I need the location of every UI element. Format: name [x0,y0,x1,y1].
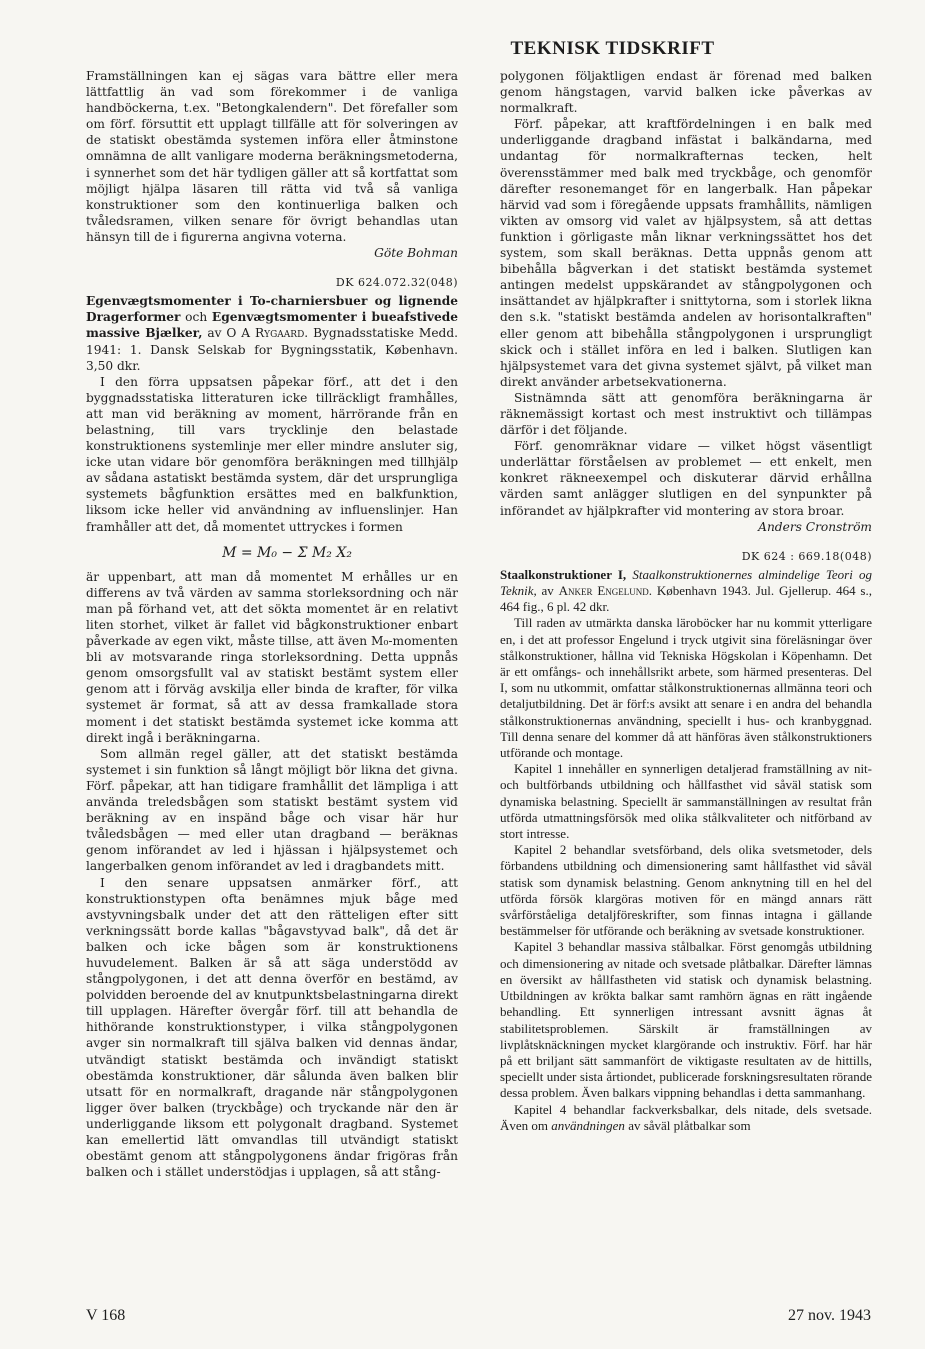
review-entry-heading: Egenvægtsmomenter i To-charniersbuer og lignende Dragerformer och Egenvægtsmomenter i bueafstivede massive Bjælker, av O A Rygaard. Bygnadsstatiske Medd. 1941: 1. Dansk Selskab for Bygningsstatik, København. 3,50 dkr. [86,294,459,373]
paragraph: Kapitel 2 behandlar svetsförband, dels olika svetsmetoder, dels förbandens utbildning och dimensionering samt hållfasthet vid såväl statisk som dynamisk belastning. Genom anknytning till en hel del utförda försök klargöras motiven för en mängd annars rätt svårförståeliga detaljföreskrifter, som finnas intagna i gällande bestämmelser för utförande och beräkning av svetsade konstruktioner. [500,842,872,939]
journal-masthead [0,38,925,60]
dk-classification: DK 624.072.32(048) [335,276,458,290]
review-signature: Göte Bohman [374,246,458,261]
dk-classification: DK 624 : 669.18(048) [741,549,872,563]
paragraph: Kapitel 1 innehåller en synnerligen detaljerad framställning av nit- och bultförbands utbildning och hållfasthet vid såväl statisk som dynamiska belastning. Speciellt är sammanställningen av resultat från utförda utmattningsförsök med olika stålkvaliteter och nitförband av stort intresse. [500,761,872,842]
paragraph: I den senare uppsatsen anmärker förf., att konstruktionstypen ofta benämnes mjuk båge med avstyvningsbalk under det att den rätteligen efter sitt verkningssätt borde kallas "bågavstyvad balk", då det är balken och icke bågen som är konstruktionens huvudelement. Balken är så att säga understödd av stångpolygonen, i det att denna överför en bestämd, av polvidden beroende del av knutpunktsbelastningarna direkt till upplagen. Härefter övergår förf. till att behandla de hithörande konstruktionstyper, i vilka stångpolygonen avger sin normalkraft till själva balken vid dennas ändar, utvändigt statiskt bestämda och invändigt statiskt obestämda konstruktioner, där sålunda även balken blir utsatt för en normalkraft, dragande när stångpolygonen ligger över balken (tryckbåge) och tryckande när den är underliggande liksom ett polygonalt dragband. Systemet kan emellertid lätt omvandlas till utvändigt statiskt obestämt genom att stångpolygonens ändar frigöras från balken och i stället understödjas i upplagen, så att stång- [86,875,458,1180]
book-author: Anker Engelund [558,583,649,599]
book-subtitle: Staalkonstruktionernes almindelige Teori og Teknik, [500,566,872,599]
paragraph: Som allmän regel gäller, att det statiskt bestämda systemet i sin funktion så långt möjligt bör likna det givna. Förf. påpekar, att han tidigare framhållit det lämpliga i att använda treledsbågen som statiskt bestämt system vid beräkning av en inspänd båge och visar här hur tvåledsbågen — med eller utan dragband — beräknas genom införandet av led i hjässan i hjälpsystemet och langerbalken genom införandet av led i dragbandets mitt. [86,746,458,874]
paragraph: Förf. påpekar, att kraftfördelningen i en balk med underliggande dragband infästat i balkändarna, med undantag för normalkrafternas tecken, helt överensstämmer med balk med tryckbåge, och genomför därefter resonemanget för en langerbalk. Han påpekar härvid vad som i föregående uppsats framhållits, nämligen vikten av omsorg vid valet av hjälpsystem, så att dettas funktion i görligaste mån liknar verkningssättet hos det system, som skall beräknas. Detta uppnås genom att bibehålla bågverkan i det statiskt bestämda systemet antingen medelst uppskärandet av stångpolygonen och insättandet av hjälpkrafter i snittytorna, som i storlek likna den s.k. "statiskt bestämda andelen av horisontalkraften" eller genom att bibehålla stångpolygonen i ursprungligt skick och i stället införa en led i balken. Slutligen kan hjälpsystemet vara det givna systemet självt, på vilket man direkt använder arbetsekvationerna. [500,117,872,389]
paragraph: Förf. genomräknar vidare — vilket högst väsentligt underlättar förståelsen av problemet — ett enkelt, men konkret räkneexempel och diskuterar därvid erhållna värden samt anlägger slutligen en del synpunkter på införandet av hjälpkrafter vid montering av stora broar. [500,439,872,518]
paragraph: Kapitel 4 behandlar fackverksbalkar, dels nitade, dels svetsade. Även om användningen av såväl plåtbalkar som [500,1101,872,1133]
book-author: O A Rygaard [226,326,305,341]
paragraph: Framställningen kan ej sägas vara bättre eller mera lättfattlig än vad som förekommer i de vanliga handböckerna, t.ex. "Betongkalendern". Det förefaller som om förf. försuttit ett upplagt tillfälle att för solveringen av de statiskt obestämda systemen införa eller åtminstone omnämna de allt vanligare moderna beräkningsmetoderna, i synnerhet som det här tydligen gäller att så kortfattat som möjligt hjälpa läsaren till rätta vid två så vanliga konstruktioner som den kontinuerliga balken och tvåledsramen, vilken senare för övrigt behandlas utan hänsyn till de i figurerna angivna voterna. [86,69,458,244]
journal-title: TEKNISK TIDSKRIFT [510,38,715,59]
review-signature: Anders Cronström [758,519,872,534]
paragraph: I den förra uppsatsen påpekar förf., att det i den byggnadsstatiska litteraturen icke tillräckligt framhålles, att man vid beräkning av moment, härrörande från en belastning, till vars trycklinjе den belastade konstruktionens systemlinje mer eller mindre ansluter sig, icke utan vidare bör genomföra beräkningen med tillhjälp av sådana astatiskt bestämda system, där det ursprungliga systemets bågfunktion ersättes med en balkfunktion, liksom icke heller vid användning av influenslinjer. Han framhåller att det, då momentet uttryckes i formen [86,374,458,534]
issue-date: 27 nov. 1943 [788,1307,871,1324]
paragraph: Kapitel 3 behandlar massiva stålbalkar. Först genomgås utbildning och dimensionering av nitade och svetsade plåtbalkar. Därefter lämnas en översikt av hållfastheten vid statisk och dynamisk belastning. Utbildningen av krökta balkar samt ramhörn ägnas en rätt ingående behandling. Ett synnerligen intressant avsnitt ägnas åt stabilitetsproblemen. Särskilt är framställningen av livplåtsknäckningen mycket klargörande och instruktiv. Förf. har här på ett briljant sätt sammanfört de viktigaste resultaten av de hittills, speciellt under sista årtiondet, publicerade forskningsresultaten rörande dessa problem. Även balkars vippning behandlas i detta sammanhang. [500,939,872,1101]
book-title: Egenvægtsmomenter i bueafstivede massive Bjælker, [86,310,458,341]
book-title: Egenvægtsmomenter i To-charniersbuer og lignende Dragerformer [86,294,458,325]
page-number: V 168 [86,1307,126,1324]
formula: M = M₀ − Σ M₂ X₂ [222,544,352,561]
paragraph: Sistnämnda sätt att genomföra beräkningarna är räknemässigt kortast och mest instruktivt och tillämpas därför i det följande. [500,390,872,438]
paragraph: polygonen följaktligen endast är förenad med balken genom hängstagen, varvid balken icke påverkas av normalkraft. [500,69,872,116]
review-entry-heading: Staalkonstruktioner I, Staalkonstruktionernes almindelige Teori og Teknik, av Anker Engelund. København 1943. Jul. Gjellerup. 464 s., 464 fig., 6 pl. 42 dkr. [500,566,872,615]
paragraph: Till raden av utmärkta danska läroböcker har nu kommit ytterligare en, i det att professor Engelund i tryck utgivit sina föreläsningar över stålkonstruktioner, hållna vid Tekniska Högskolan i Köpenhamn. Det är ett omfångs- och innehållsrikt arbete, som härmed presenteras. Del I, som nu utkommit, omfattar stålkonstruktionernas allmänna teori och detaljutbildning. Det är förf:s avsikt att senare i en andra del behandla stålkonstruktionernas användning, speciellt i hus- och kranbyggnad. Till denna senare del kommer då att hänföras även stålkonstruktioners utförande och montage. [500,615,872,761]
right-column [500,68,872,1134]
paragraph: är uppenbart, att man då momentet M erhålles ur en differens av två värden av samma storleksordning och när man på förhand vet, att det sökta momentet är en relativt liten storhet, vilket är fallet vid bågkonstruktioner enbart påverkade av egen vikt, måste tillse, att även M₀-momenten bli av motsvarande ringa storleksordning. Detta uppnås genom omsorgsfullt val av statiskt bestämt system eller genom att i förväg avskilja eller binda de krafter, för vilka systemet är format, så att av dessa framkallade stora moment i det statiskt bestämda systemet icke komma att direkt ingå i beräkningarna. [86,569,458,745]
book-title: Staalkonstruktioner I, [500,566,627,582]
left-column [86,68,458,1180]
